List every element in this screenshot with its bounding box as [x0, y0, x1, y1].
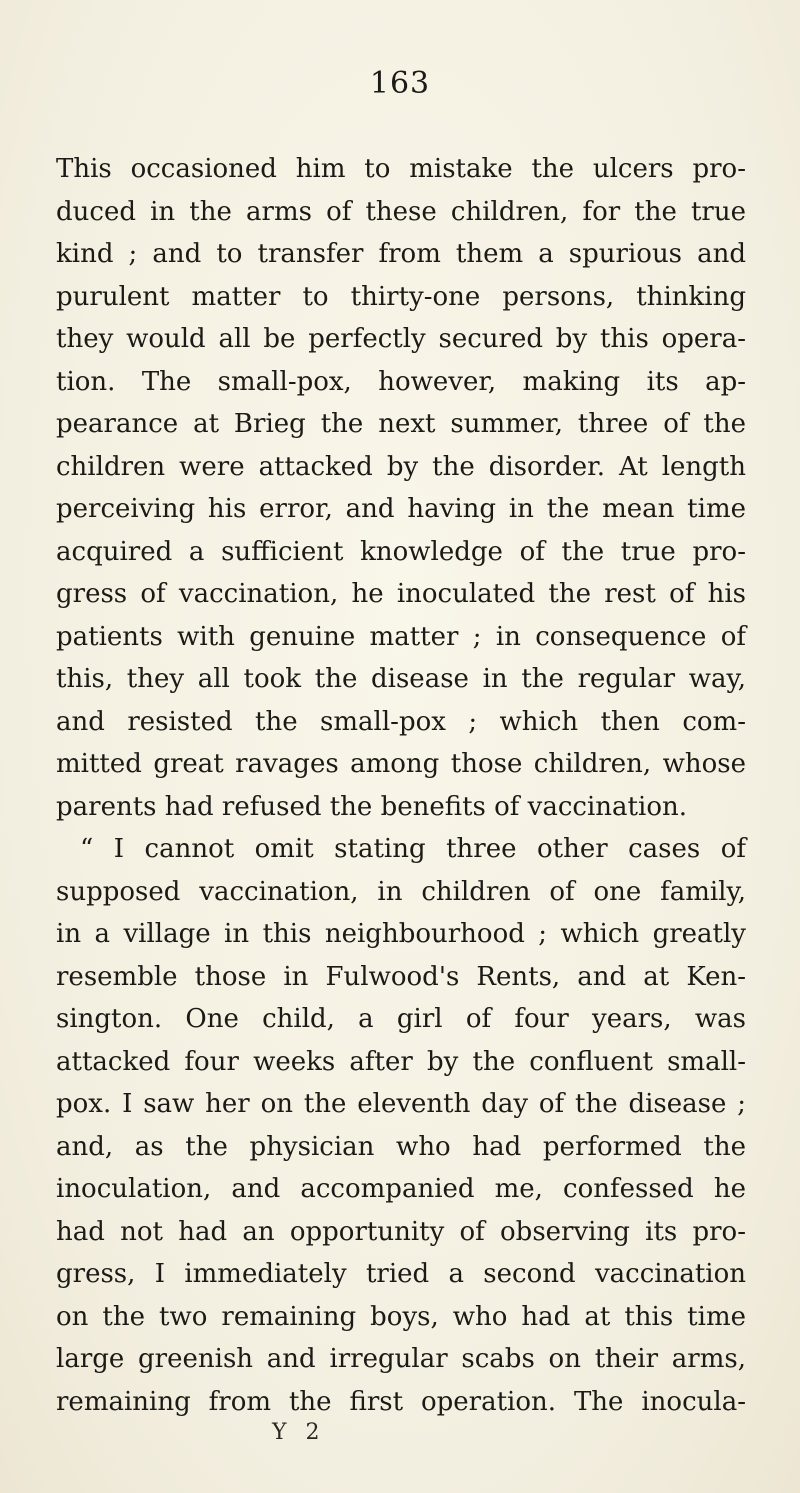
- signature-mark: Y 2: [272, 1420, 326, 1445]
- text-line: resemble those in Fulwood's Rents, and at Ken-: [56, 961, 746, 992]
- text-line: remaining from the first operation. The inocula-: [56, 1386, 746, 1417]
- text-line: mitted great ravages among those children, whose: [56, 749, 746, 779]
- paragraph-start-line: “ I cannot omit stating three other cases of: [80, 834, 746, 864]
- text-line: kind ; and to transfer from them a spurious and: [56, 239, 746, 269]
- text-line: and, as the physician who had performed the: [56, 1131, 746, 1162]
- text-line: duced in the arms of these children, for the true: [56, 196, 746, 227]
- text-line: had not had an opportunity of observing its pro-: [56, 1216, 746, 1247]
- text-line: in a village in this neighbourhood ; which greatly: [56, 919, 746, 949]
- paragraph-end-line: parents had refused the benefits of vaccination.: [56, 791, 687, 822]
- text-line: this, they all took the disease in the regular way,: [56, 664, 746, 694]
- text-line: and resisted the small-pox ; which then com-: [56, 706, 746, 737]
- text-line: purulent matter to thirty-one persons, thinking: [56, 281, 746, 312]
- text-line: pearance at Brieg the next summer, three of the: [56, 409, 746, 439]
- text-line: perceiving his error, and having in the mean time: [56, 494, 746, 524]
- text-line: gress of vaccination, he inoculated the rest of his: [56, 579, 746, 609]
- text-line: inoculation, and accompanied me, confessed he: [56, 1174, 746, 1204]
- text-line: they would all be perfectly secured by this opera-: [56, 324, 746, 354]
- text-line: on the two remaining boys, who had at this time: [56, 1301, 746, 1332]
- text-line: gress, I immediately tried a second vaccination: [56, 1259, 746, 1289]
- body-text: [56, 148, 746, 1423]
- text-line: supposed vaccination, in children of one family,: [56, 876, 746, 907]
- text-line: acquired a sufficient knowledge of the true pro-: [56, 536, 746, 567]
- text-line: children were attacked by the disorder. At length: [56, 451, 746, 482]
- text-line: attacked four weeks after by the confluent small-: [56, 1046, 746, 1077]
- page-number: 163: [369, 66, 431, 101]
- text-line: large greenish and irregular scabs on their arms,: [56, 1344, 746, 1374]
- text-line: tion. The small-pox, however, making its ap-: [56, 366, 746, 397]
- text-line: pox. I saw her on the eleventh day of the disease ;: [56, 1089, 746, 1119]
- text-line: This occasioned him to mistake the ulcers pro-: [56, 154, 746, 184]
- text-line: patients with genuine matter ; in consequence of: [56, 621, 746, 652]
- text-line: sington. One child, a girl of four years, was: [56, 1004, 746, 1034]
